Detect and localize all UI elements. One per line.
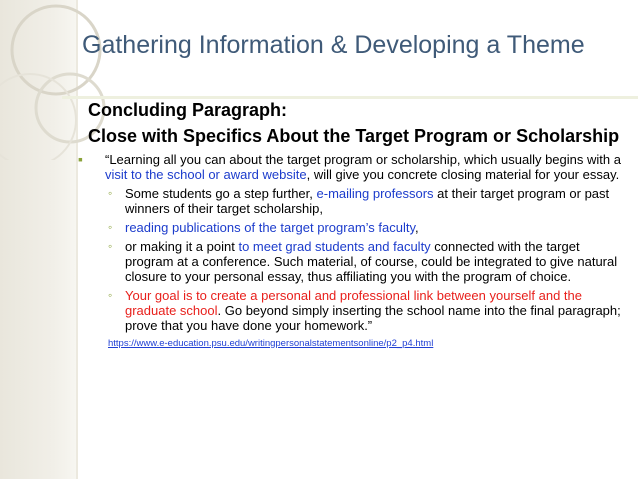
sub-bullet-highlight: reading publications of the target program’s faculty: [125, 220, 416, 235]
sub-bullet-highlight: Your goal is to create a personal and professional link between yourself and the graduate school: [125, 288, 582, 318]
main-bullet-text-start: “Learning all you can about the target program or scholarship, which usually begins with a: [105, 152, 621, 167]
concluding-paragraph-heading: Concluding Paragraph:: [88, 100, 288, 120]
main-bullet-highlight: visit to the school or award website: [105, 167, 307, 182]
sub-bullet-reading: [108, 220, 628, 235]
ring-bullet-icon: ◦: [108, 239, 113, 253]
ring-bullet-icon: ◦: [108, 220, 113, 234]
ring-bullet-icon: ◦: [108, 288, 113, 302]
square-bullet-icon: ▪: [78, 151, 83, 167]
sub-bullet-text: ,: [415, 220, 419, 235]
sub-bullet-text: connected with the target program at a conference. Such material, of course, could be integrated to give natural closure to your personal essay, thus affiliating you with the program of choice.: [125, 239, 618, 284]
sub-bullet-emailing: [108, 186, 628, 216]
slide-body: [78, 100, 628, 350]
sub-bullet-text: at their target program or past winners of their target scholarship,: [125, 186, 610, 216]
sub-bullet-highlight: e-mailing professors: [316, 186, 434, 201]
source-link[interactable]: https://www.e-education.psu.edu/writingpersonalstatementsonline/p2_p4.html: [108, 338, 434, 349]
title-divider: [62, 96, 638, 99]
sub-bullet-meeting: [108, 239, 628, 284]
main-bullet-text-end: , will give you concrete closing material for your essay.: [306, 167, 620, 182]
main-bullet: [78, 151, 628, 182]
slide-title: Gathering Information & Developing a Theme: [82, 31, 585, 59]
section-heading: Close with Specifics About the Target Program or Scholarship: [88, 126, 620, 146]
sub-bullet-goal: [108, 288, 628, 333]
sub-bullet-text: . Go beyond simply inserting the school name into the final paragraph; prove that you have done your homework.”: [125, 303, 621, 333]
sub-bullet-text: or making it a point: [125, 239, 239, 254]
sub-bullet-text: Some students go a step further,: [125, 186, 317, 201]
ring-bullet-icon: ◦: [108, 186, 113, 200]
sub-bullet-highlight: to meet grad students and faculty: [238, 239, 431, 254]
